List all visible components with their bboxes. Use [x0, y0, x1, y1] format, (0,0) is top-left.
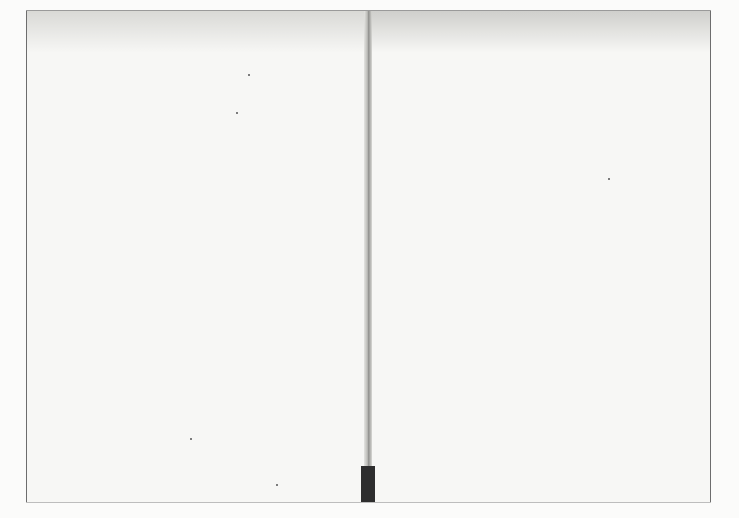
text-column — [120, 161, 132, 431]
text-column — [562, 161, 574, 431]
document-spread — [27, 11, 710, 502]
text-column — [534, 161, 546, 431]
text-column — [328, 161, 340, 431]
text-column — [185, 161, 197, 431]
text-column — [146, 161, 158, 431]
left-page — [27, 11, 367, 502]
text-column — [478, 161, 490, 431]
text-column — [198, 161, 210, 431]
paper-speck — [608, 178, 610, 180]
page-edge-right — [710, 10, 711, 503]
text-column — [590, 161, 602, 431]
text-column — [576, 161, 588, 431]
gutter-shadow — [361, 466, 375, 502]
text-column — [520, 161, 532, 431]
text-column — [302, 161, 314, 431]
text-column — [394, 161, 406, 431]
text-column — [464, 161, 476, 431]
text-column — [315, 161, 327, 431]
text-column — [506, 161, 518, 431]
text-column — [276, 161, 288, 431]
text-column — [408, 161, 420, 431]
text-column — [107, 161, 119, 431]
text-column — [159, 161, 171, 431]
text-column — [224, 161, 236, 431]
page-edge-bottom — [26, 502, 711, 503]
text-column — [492, 161, 504, 431]
text-column — [548, 161, 560, 431]
text-column — [133, 161, 145, 431]
paper-speck — [276, 484, 278, 486]
text-column — [237, 161, 249, 431]
text-column — [250, 161, 262, 431]
text-column — [450, 161, 462, 431]
paper-speck — [190, 438, 192, 440]
text-column — [604, 161, 616, 431]
text-column — [289, 161, 301, 431]
right-page — [370, 11, 710, 502]
text-column — [263, 161, 275, 431]
paper-speck — [236, 112, 238, 114]
text-column — [211, 161, 223, 431]
text-column — [172, 161, 184, 431]
text-column — [422, 161, 434, 431]
paper-speck — [248, 74, 250, 76]
book-gutter — [364, 11, 372, 502]
text-column — [436, 161, 448, 431]
